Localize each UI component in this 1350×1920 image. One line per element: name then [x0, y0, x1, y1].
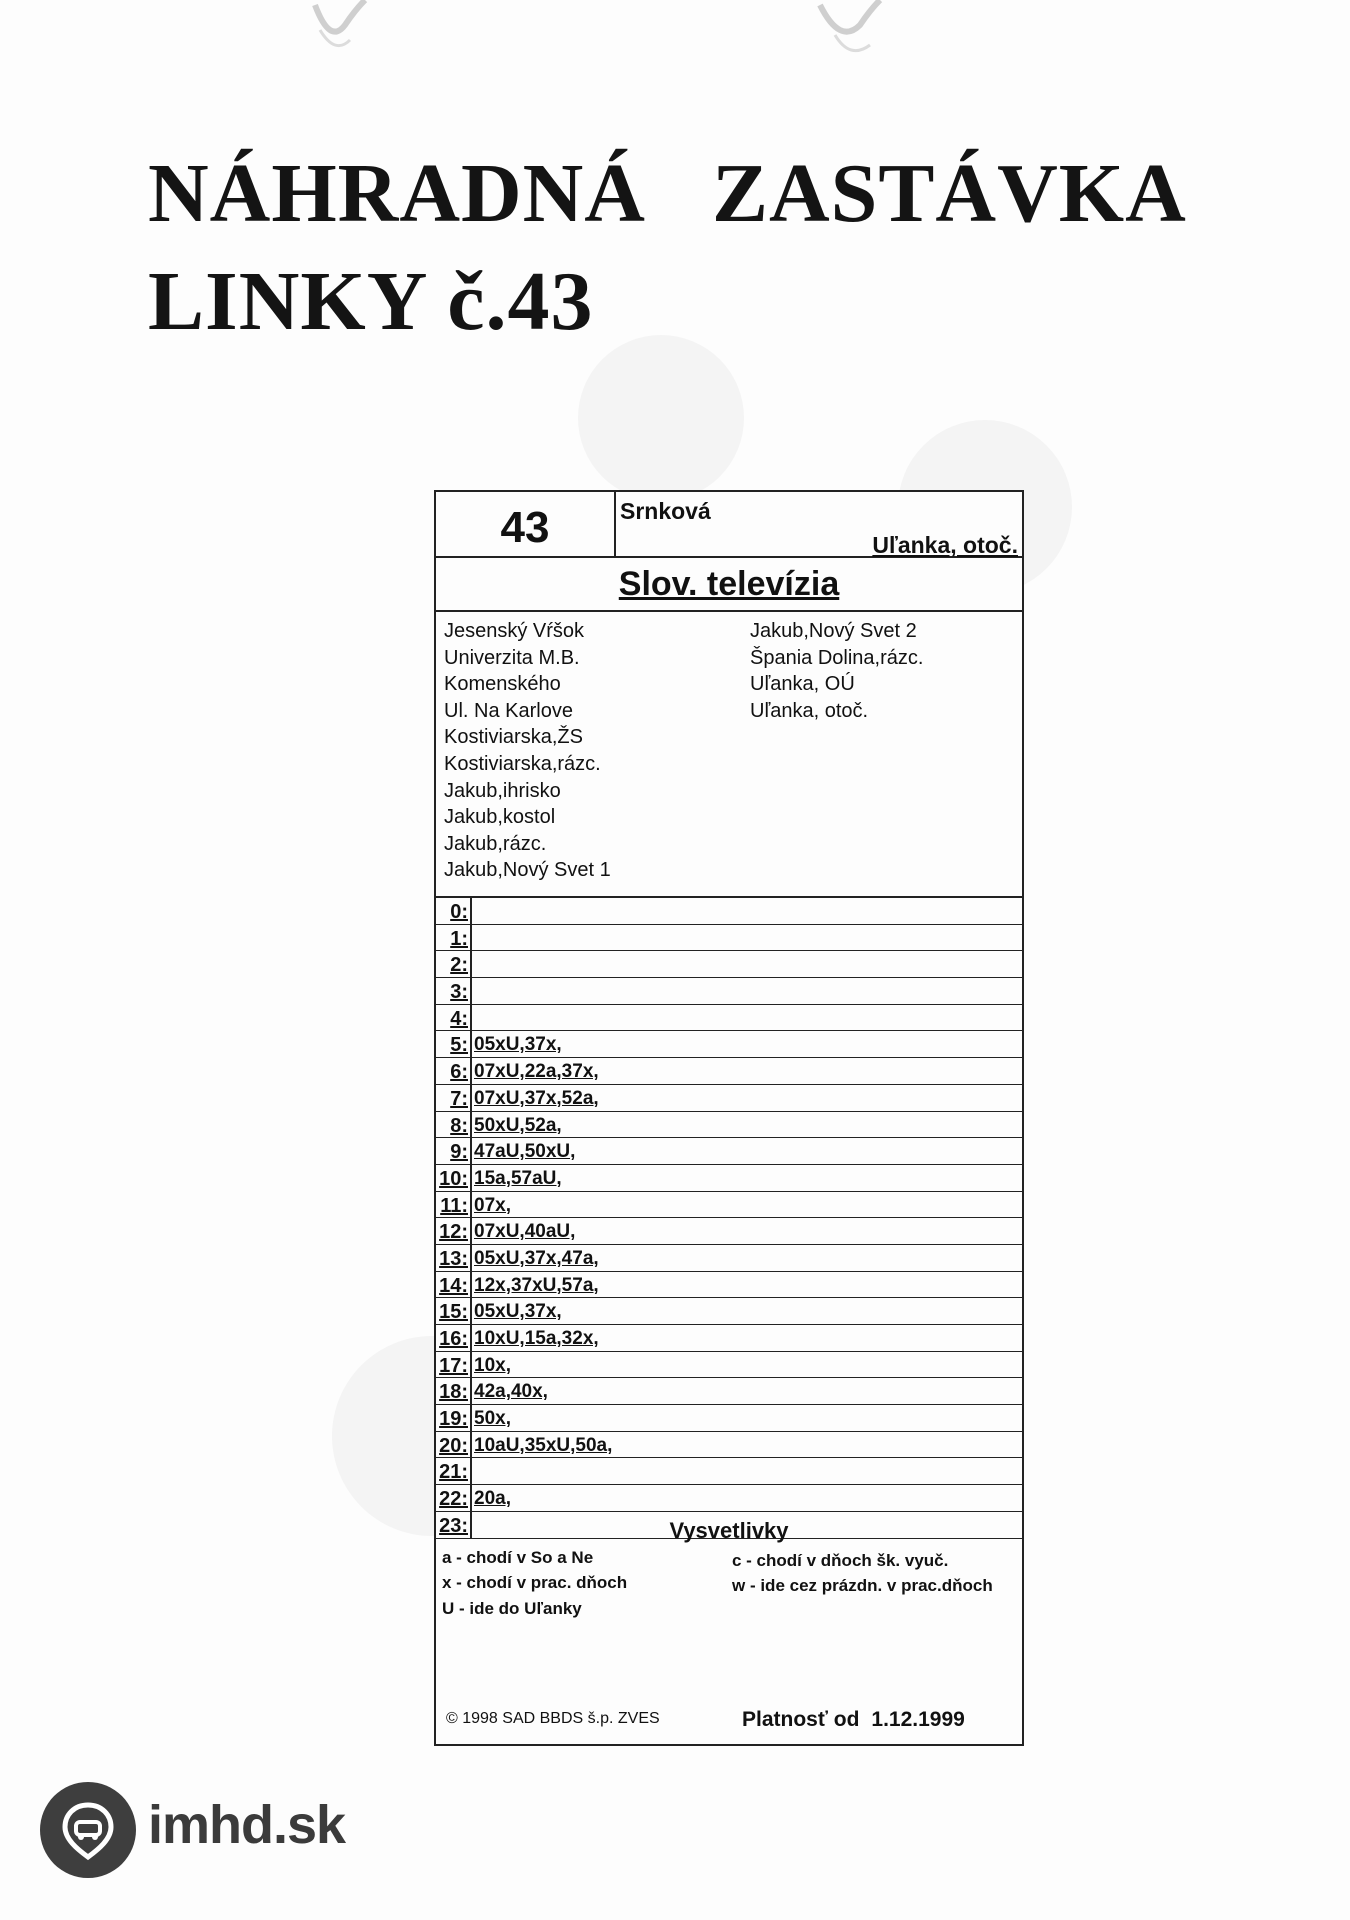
route-stop: Ul. Na Karlove — [444, 699, 573, 722]
legend-x: x - chodí v prac. dňoch — [442, 1573, 628, 1592]
departure-minutes: 15a,57aU, — [474, 1167, 562, 1189]
route-stop: Kostiviarska,rázc. — [444, 752, 601, 775]
hour-label: 21: — [436, 1458, 472, 1484]
hour-row — [436, 1138, 1022, 1165]
hour-label: 18: — [436, 1378, 472, 1404]
route-stops-left — [444, 618, 611, 884]
departure-minutes: 50x, — [474, 1408, 511, 1430]
route-stop: Uľanka, otoč. — [750, 699, 869, 722]
route-stops-right — [750, 618, 923, 724]
direction-to: Uľanka, otoč. — [872, 532, 1018, 558]
hour-label: 23: — [436, 1512, 472, 1538]
hour-row — [436, 1298, 1022, 1325]
validity-label: Platnosť od — [742, 1708, 860, 1731]
heading-line-1: NÁHRADNÁ ZASTÁVKA — [148, 147, 1187, 240]
hour-label: 5: — [436, 1031, 472, 1057]
direction-from: Srnková — [620, 498, 711, 524]
route-stop: Komenského — [444, 673, 561, 696]
hour-label: 14: — [436, 1272, 472, 1298]
route-stop: Jakub,ihrisko — [444, 779, 561, 802]
validity — [742, 1708, 965, 1732]
departure-minutes: 10xU,15a,32x, — [474, 1328, 599, 1349]
hour-row — [436, 1165, 1022, 1192]
hour-row — [436, 978, 1022, 1005]
departure-minutes: 05xU,37x,47a, — [474, 1247, 599, 1269]
timetable-header — [436, 492, 1022, 558]
route-stop: Univerzita M.B. — [444, 646, 580, 669]
hour-label: 11: — [436, 1192, 472, 1218]
stop-name — [436, 556, 1022, 612]
hour-row — [436, 1218, 1022, 1245]
hour-label: 15: — [436, 1298, 472, 1324]
hour-row — [436, 1352, 1022, 1379]
hour-row — [436, 1085, 1022, 1112]
legend-c: c - chodí v dňoch šk. vyuč. — [732, 1551, 949, 1570]
watermark-circle — [578, 335, 744, 501]
hour-row — [436, 1192, 1022, 1219]
hour-label: 0: — [436, 898, 472, 924]
hour-label: 19: — [436, 1405, 472, 1431]
departure-minutes: 50xU,52a, — [474, 1114, 562, 1136]
logo-brand: imhd.sk — [148, 1795, 346, 1855]
route-stop: Jakub,Nový Svet 2 — [750, 620, 917, 642]
hour-row — [436, 1245, 1022, 1272]
validity-date: 1.12.1999 — [871, 1708, 965, 1731]
departure-minutes: 20a, — [474, 1488, 511, 1510]
route-stop: Jesenský Vŕšok — [444, 620, 585, 642]
hour-label: 3: — [436, 978, 472, 1004]
departure-minutes: 10x, — [474, 1354, 511, 1376]
route-stop: Jakub,rázc. — [444, 832, 547, 855]
hour-label: 20: — [436, 1432, 472, 1458]
hour-row — [436, 1325, 1022, 1352]
hour-row — [436, 1005, 1022, 1032]
legend — [436, 1518, 1022, 1618]
hour-row — [436, 925, 1022, 952]
departure-minutes: 47aU,50xU, — [474, 1141, 576, 1163]
departure-minutes: 07x, — [474, 1194, 511, 1216]
hour-label: 9: — [436, 1138, 472, 1164]
departure-minutes: 07xU,22a,37x, — [474, 1061, 599, 1083]
hour-row — [436, 1405, 1022, 1432]
imhd-logo — [40, 1782, 360, 1882]
copyright-notice: © 1998 SAD BBDS š.p. ZVES — [446, 1710, 660, 1727]
departure-minutes: 42a,40x, — [474, 1381, 548, 1403]
hour-label: 12: — [436, 1218, 472, 1244]
route-stop: Uľanka, OÚ — [750, 673, 855, 696]
hour-row — [436, 1458, 1022, 1485]
line-number: 43 — [436, 492, 616, 556]
legend-w: w - ide cez prázdn. v prac.dňoch — [732, 1576, 993, 1595]
hour-row — [436, 1112, 1022, 1139]
route-stop: Jakub,Nový Svet 1 — [444, 859, 611, 882]
hour-label: 2: — [436, 951, 472, 977]
hour-label: 1: — [436, 925, 472, 951]
hour-row — [436, 1031, 1022, 1058]
departure-minutes: 10aU,35xU,50a, — [474, 1434, 613, 1456]
stop-name-label: Slov. televízia — [618, 565, 840, 603]
hour-row — [436, 1058, 1022, 1085]
hour-row — [436, 898, 1022, 925]
hour-label: 8: — [436, 1112, 472, 1138]
hour-row — [436, 1432, 1022, 1459]
route-stop: Kostiviarska,ŽS — [444, 726, 583, 749]
route-stop: Jakub,kostol — [444, 806, 556, 829]
replacement-stop-heading — [148, 140, 1187, 356]
hour-label: 16: — [436, 1325, 472, 1351]
route-stop: Španiа Dolina,rázc. — [750, 646, 924, 669]
hour-label: 7: — [436, 1085, 472, 1111]
legend-a: a - chodí v So a Ne — [442, 1548, 594, 1567]
legend-title: Vysvetlivky — [669, 1518, 789, 1543]
departure-minutes: 05xU,37x, — [474, 1301, 562, 1323]
departure-table — [436, 896, 1022, 1539]
hour-label: 6: — [436, 1058, 472, 1084]
departure-minutes: 07xU,37x,52a, — [474, 1087, 599, 1109]
hour-label: 13: — [436, 1245, 472, 1271]
timetable-board — [434, 490, 1024, 1746]
hour-label: 17: — [436, 1352, 472, 1378]
hour-label: 4: — [436, 1005, 472, 1031]
punch-holes — [0, 0, 1350, 70]
heading-line-2: LINKY č.43 — [148, 255, 594, 348]
hour-row — [436, 1272, 1022, 1299]
departure-minutes: 05xU,37x, — [474, 1034, 562, 1056]
departure-minutes: 07xU,40aU, — [474, 1221, 576, 1243]
legend-u: U - ide do Uľanky — [442, 1599, 582, 1618]
hour-row — [436, 1378, 1022, 1405]
bus-location-pin-icon — [40, 1782, 136, 1878]
hour-row — [436, 1485, 1022, 1512]
hour-label: 10: — [436, 1165, 472, 1191]
hour-label: 22: — [436, 1485, 472, 1511]
hour-row — [436, 951, 1022, 978]
departure-minutes: 12x,37xU,57a, — [474, 1274, 599, 1296]
